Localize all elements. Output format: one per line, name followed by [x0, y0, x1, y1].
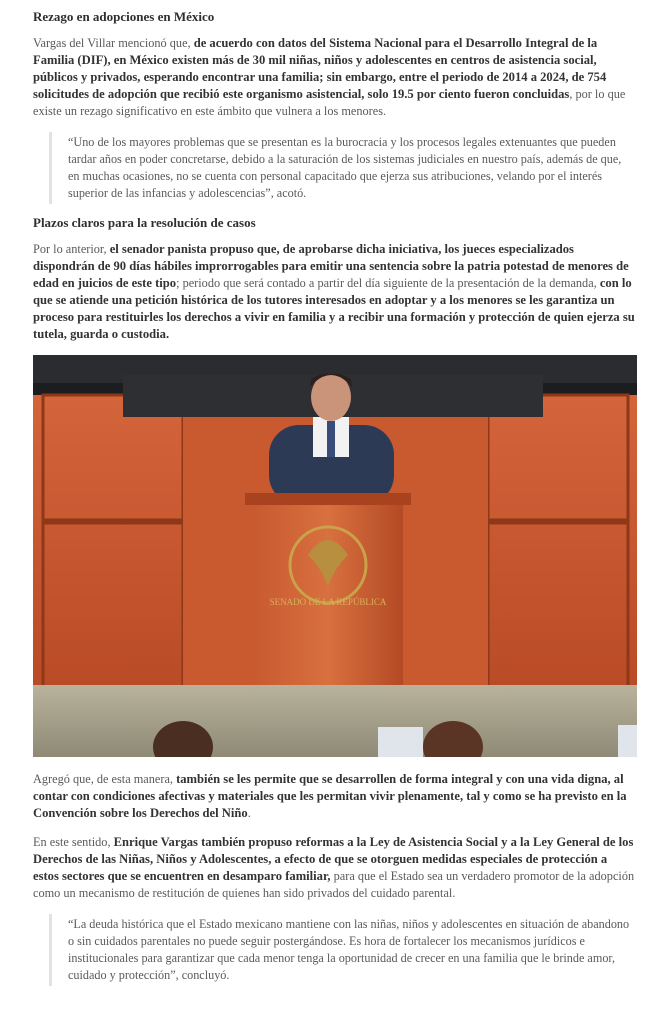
quote-burocracia: “Uno de los mayores problemas que se presentan es la burocracia y los procesos legales extenuantes que pueden tardar años en poder concretarse, debido a la saturación de los sistemas judiciales en nuestro país, además de que, en muchas ocasiones, no se cuenta con personal capacitado que ejerza sus atribuciones, velando por el interés superior de las infancias y adolescencias”, acotó.: [49, 132, 635, 204]
senate-podium-photo: [33, 355, 637, 757]
quote-deuda-historica: “La deuda histórica que el Estado mexicano mantiene con las niñas, niños y adolescentes en situación de abandono o sin cuidados parentales no puede seguir postergándose. Es hora de fortalecer los mecanismos jurídicos e institucionales para garantizar que cada menor tenga la oportunidad de crecer en una familia que le brinde amor, cuidado y protección”, concluyó.: [49, 914, 635, 986]
paragraph-dif-data: Vargas del Villar mencionó que, de acuerdo con datos del Sistema Nacional para el Desarrollo Integral de la Familia (DIF), en México existen más de 30 mil niñas, niños y adolescentes en centros de asistencia social, públicos y privados, esperando encontrar una familia; sin embargo, entre el periodo de 2014 a 2024, de 754 solicitudes de adopción que recibió este organismo asistencial, solo 19.5 por ciento fueron concluidas, por lo que existe un rezago significativo en este ámbito que vulnera a los menores.: [33, 36, 626, 118]
section-heading-plazos: Plazos claros para la resolución de casos: [33, 215, 256, 230]
podium-inscription: SENADO DE LA REPÚBLICA: [269, 597, 387, 607]
paragraph-desarrollo-integral: Agregó que, de esta manera, también se les permite que se desarrollen de forma integral y con una vida digna, al contar con condiciones afectivas y materiales que les permitan vivir plenamente, tal y como se ha previsto en la Convención sobre los Derechos del Niño.: [33, 772, 627, 820]
paragraph-reformas: En este sentido, Enrique Vargas también propuso reformas a la Ley de Asistencia Social y a la Ley General de los Derechos de las Niñas, Niños y Adolescentes, a efecto de que se otorguen medidas especiales de protección a estos sectores que se encuentren en desamparo familiar, para que el Estado sea un verdadero promotor de la adopción como un mecanismo de restitución de quienes han sido privados del cuidado parental.: [33, 835, 635, 900]
paragraph-plazos: Por lo anterior, el senador panista propuso que, de aprobarse dicha iniciativa, los jueces especializados dispondrán de 90 días hábiles improrrogables para emitir una sentencia sobre la patria potestad de menores de edad en juicios de este tipo; periodo que será contado a partir del día siguiente de la presentación de la demanda, con lo que se atiende una petición histórica de los tutores interesados en adoptar y a los menores se les garantiza un proceso para restituirles los derechos a vivir en familia y a recibir una formación y protección de quien ejerza su tutela, guarda o custodia.: [33, 242, 635, 341]
section-heading-rezago: Rezago en adopciones en México: [33, 9, 215, 24]
